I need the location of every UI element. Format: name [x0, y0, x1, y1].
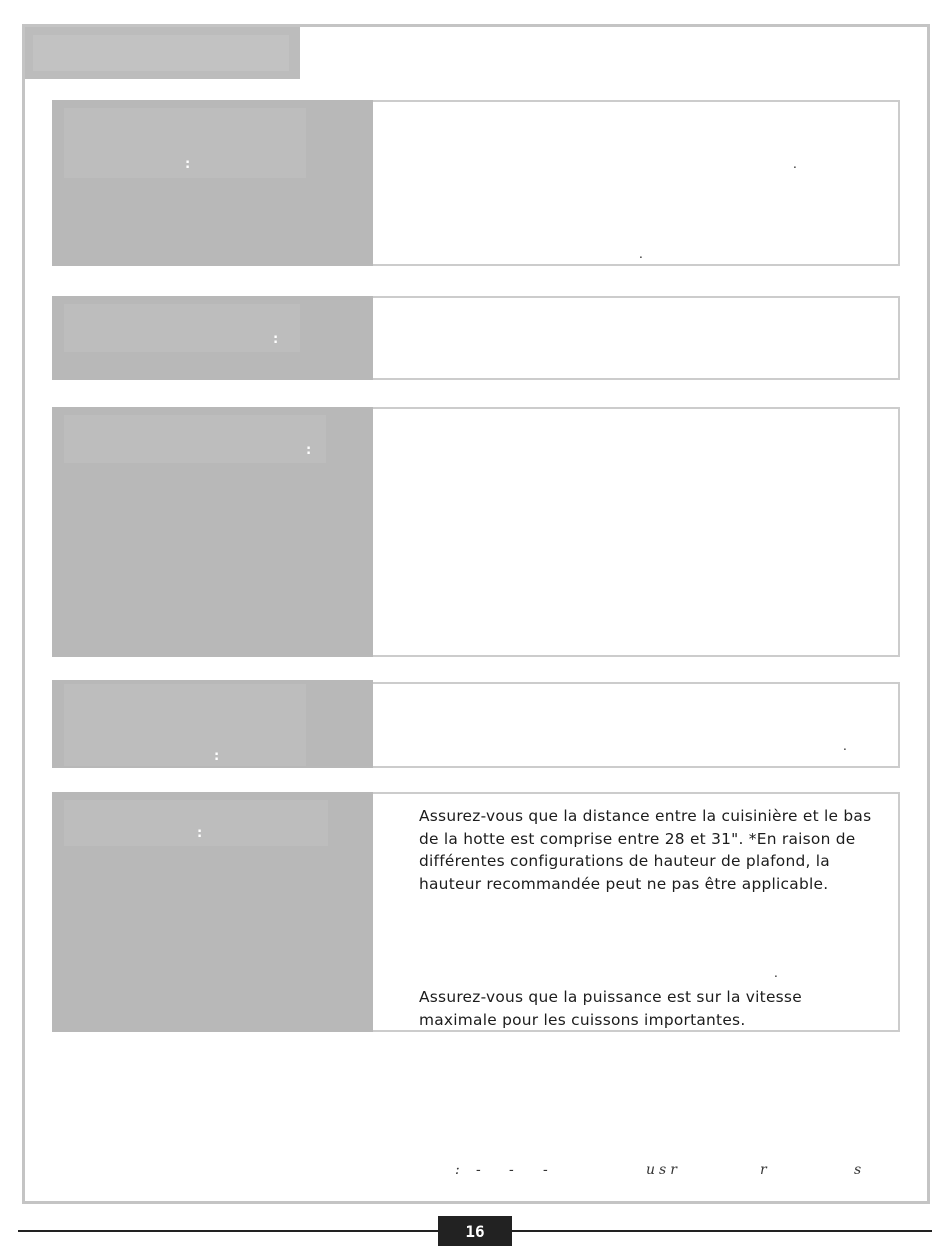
troubleshoot-row-1	[52, 100, 900, 266]
row-content-cell	[373, 682, 900, 768]
text-dot: .	[639, 247, 643, 261]
row-label-cell	[52, 792, 373, 1032]
label-colon: :	[273, 332, 279, 347]
troubleshoot-row-3	[52, 407, 900, 657]
troubleshoot-row-4	[52, 680, 900, 768]
text-dot: .	[774, 966, 778, 980]
troubleshoot-row-2	[52, 296, 900, 380]
section-header-band	[33, 35, 289, 71]
label-colon: :	[185, 157, 191, 172]
row-label-cell	[52, 296, 373, 380]
row-content-cell	[373, 792, 900, 1032]
footer-word: r	[760, 1162, 767, 1178]
footer-dash: -	[509, 1162, 514, 1178]
label-band	[64, 800, 328, 846]
footer-dash: -	[476, 1162, 481, 1178]
text-dot: .	[793, 157, 797, 171]
troubleshoot-row-5	[52, 792, 900, 1032]
footer-word: s	[854, 1162, 862, 1178]
text-dot: .	[843, 739, 847, 753]
row-content-cell	[373, 100, 900, 266]
footer-word: usr	[646, 1162, 681, 1178]
cause-paragraph-distance: Assurez-vous que la distance entre la cuisinière et le bas de la hotte est comprise entre 28 et 31". *En raison de différentes configurations de hauteur de plafond, la hauteur recommandée peut ne pas être applicable.	[419, 807, 872, 893]
label-colon: :	[306, 443, 312, 458]
footer-colon: :	[455, 1162, 460, 1178]
row-content-cell	[373, 296, 900, 380]
label-band	[64, 304, 300, 352]
label-colon: :	[214, 749, 220, 764]
row-label-cell	[52, 680, 373, 768]
page-number: 16	[438, 1216, 512, 1246]
footer-dash: -	[543, 1162, 548, 1178]
row-content-cell	[373, 407, 900, 657]
row-label-cell	[52, 407, 373, 657]
cause-paragraph-power: Assurez-vous que la puissance est sur la vitesse maximale pour les cuissons importantes.	[419, 988, 802, 1029]
label-colon: :	[197, 826, 203, 841]
label-band	[64, 415, 326, 463]
label-band	[64, 684, 306, 766]
footer-note	[440, 1162, 880, 1184]
row-label-cell	[52, 100, 373, 266]
section-header-tab	[25, 27, 300, 79]
